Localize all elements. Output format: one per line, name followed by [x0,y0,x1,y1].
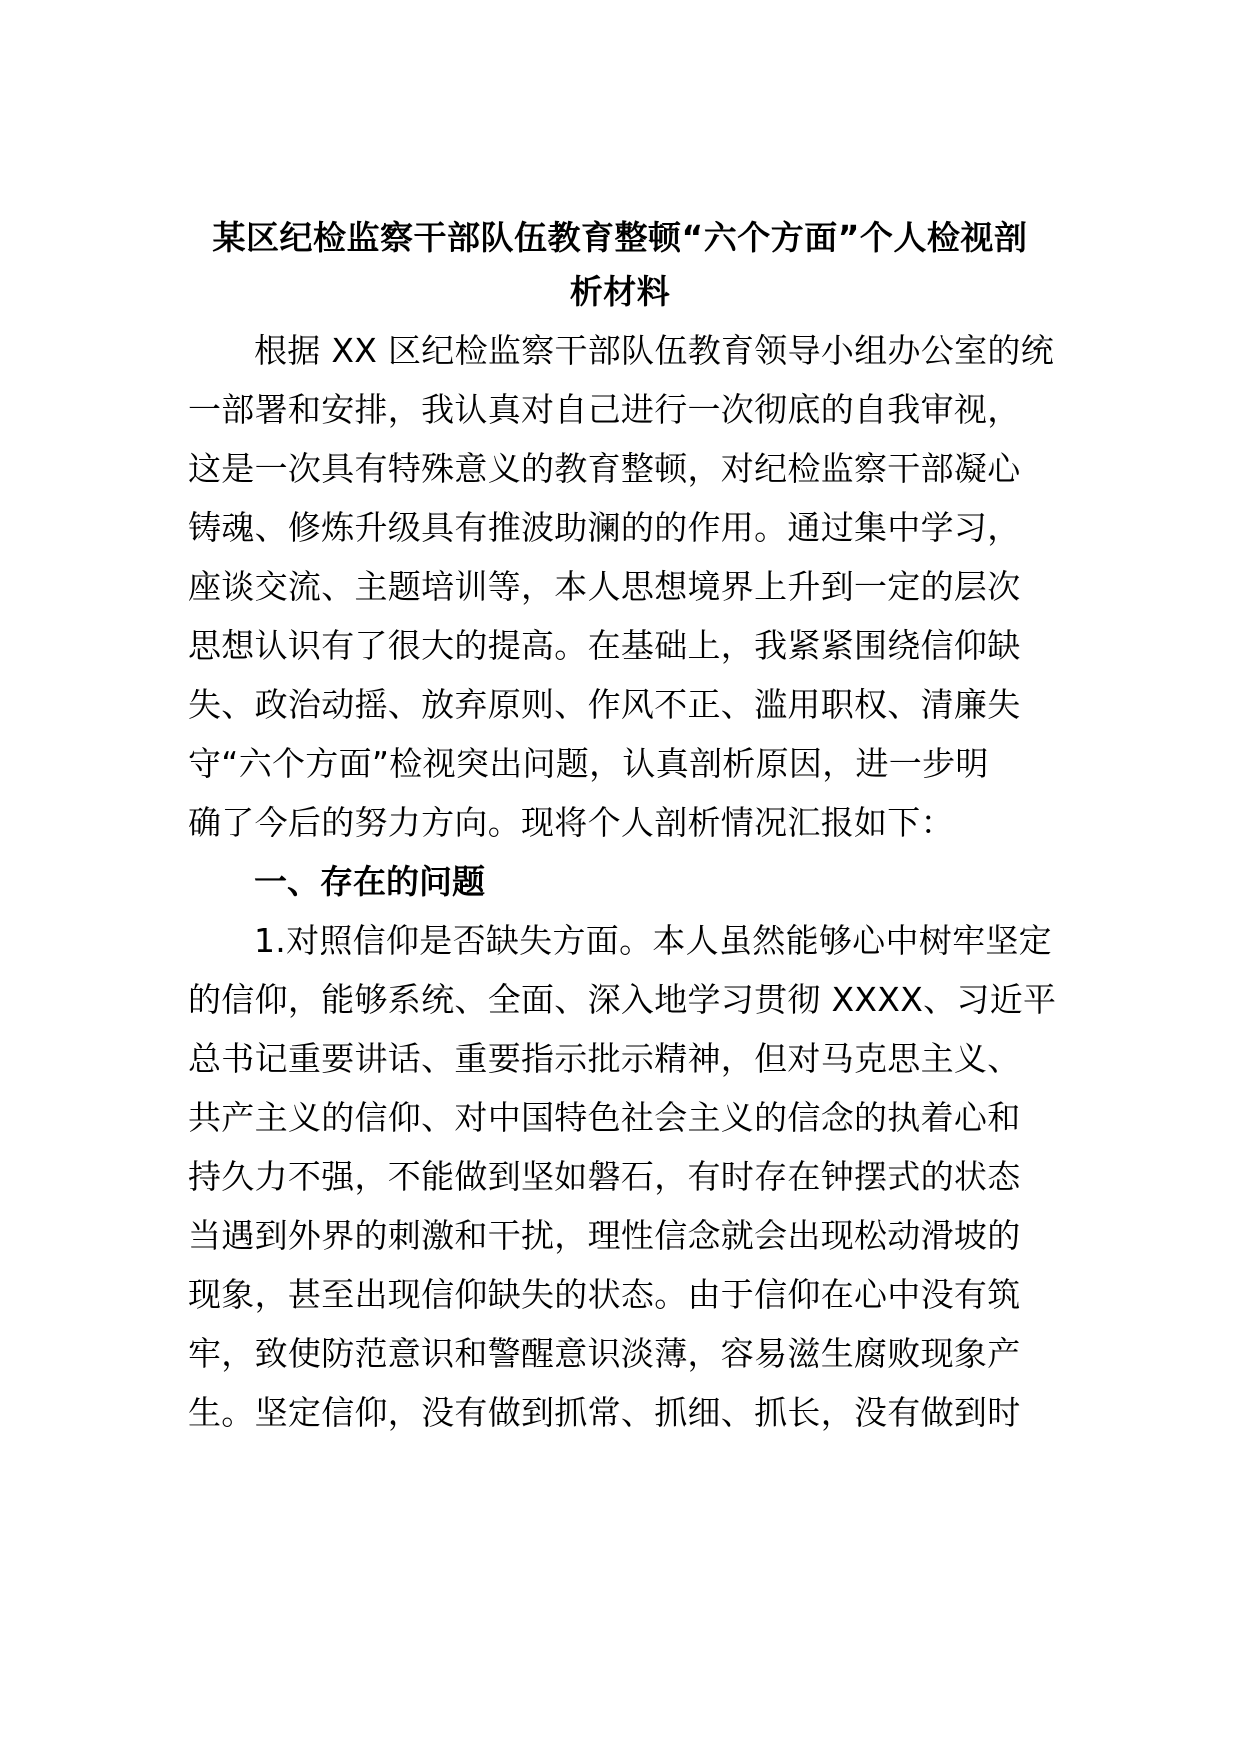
intro-line-3: 这是一次具有特殊意义的教育整顿，对纪检监察干部凝心 [188,449,1021,488]
intro-line-6: 思想认识有了很大的提高。在基础上，我紧紧围绕信仰缺 [188,626,1021,665]
item1-line-2: 的信仰，能够系统、全面、深入地学习贯彻 XXXX、习近平 [188,980,1057,1019]
item1-line-7: 现象，甚至出现信仰缺失的状态。由于信仰在心中没有筑 [188,1275,1021,1314]
item1-line-8: 牢，致使防范意识和警醒意识淡薄，容易滋生腐败现象产 [188,1334,1021,1373]
item1-line-3: 总书记重要讲话、重要指示批示精神，但对马克思主义、 [188,1039,1021,1078]
intro-line-8: 守“六个方面”检视突出问题，认真剖析原因，进一步明 [188,744,989,783]
item1-line-9: 生。坚定信仰，没有做到抓常、抓细、抓长，没有做到时 [188,1393,1021,1432]
document-title-line-2: 析材料 [569,272,671,311]
item1-line-4: 共产主义的信仰、对中国特色社会主义的信念的执着心和 [188,1098,1021,1137]
intro-line-1: 根据 XX 区纪检监察干部队伍教育领导小组办公室的统 [254,331,1054,370]
intro-line-9: 确了今后的努力方向。现将个人剖析情况汇报如下： [188,803,954,842]
intro-line-5: 座谈交流、主题培训等，本人思想境界上升到一定的层次 [188,567,1021,606]
item1-line-1: 1.对照信仰是否缺失方面。本人虽然能够心中树牢坚定 [254,921,1052,960]
intro-line-7: 失、政治动摇、放弃原则、作风不正、滥用职权、清廉失 [188,685,1021,724]
item1-line-6: 当遇到外界的刺激和干扰，理性信念就会出现松动滑坡的 [188,1216,1021,1255]
intro-line-4: 铸魂、修炼升级具有推波助澜的的作用。通过集中学习， [188,508,1021,547]
document-title-line-1: 某区纪检监察干部队伍教育整顿“六个方面”个人检视剖 [212,218,1028,257]
intro-line-2: 一部署和安排，我认真对自己进行一次彻底的自我审视， [188,390,1021,429]
item1-line-5: 持久力不强，不能做到坚如磐石，有时存在钟摆式的状态 [188,1157,1021,1196]
section-heading-problems: 一、存在的问题 [254,862,485,901]
